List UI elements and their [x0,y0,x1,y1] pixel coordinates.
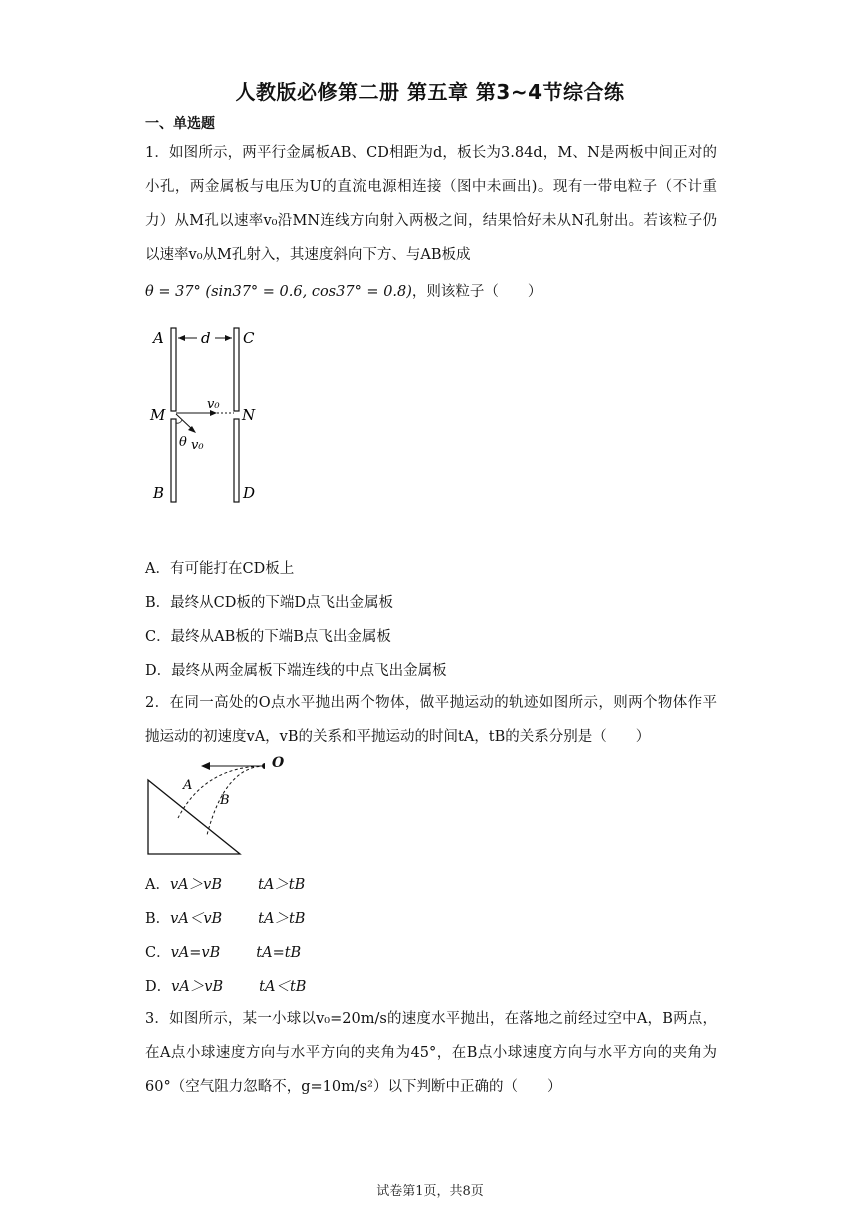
label-d-distance: d [201,329,211,347]
page-title: 人教版必修第二册 第五章 第3~4节综合练 [235,80,625,104]
plate-cd-top [234,328,239,411]
label-theta: θ [179,435,187,450]
label-a: A [153,329,164,347]
option-label: D． [145,979,172,995]
label-a: A [183,778,193,793]
velocity-arrow [201,762,265,770]
label-b: B [220,793,230,808]
question-1-option-c[interactable]: C．最终从AB板的下端B点飞出金属板 [145,629,391,645]
question-2-option-c[interactable] [145,941,301,962]
plate-ab-bottom [171,419,176,502]
question-1-formula-line [145,280,542,301]
question-2-text: 2．在同一高处的O点水平抛出两个物体，做平抛运动的轨迹如图所示，则两个物体作平抛运动的初速度vA，vB的关系和平抛运动的时间tA，tB的关系分别是（ ） [145,695,717,745]
option-label: A． [145,877,170,893]
page-footer: 试卷第1页，共8页 [376,1184,484,1199]
question-1-text: 1．如图所示，两平行金属板AB、CD相距为d，板长为3.84d，M、N是两板中间正对的小孔，两金属板与电压为U的直流电源相连接（图中未画出)。现有一带电粒子（不计重力）从M孔以速率v₀沿MN连线方向射入两极之间，结果恰好未从N孔射出。若该粒子仍以速率v₀从M孔射入，其速度斜向下方、与AB板成 [145,145,717,263]
mn-line [176,410,234,416]
question-1-formula-tail: ，则该粒子（ ） [411,284,543,300]
option-velocity: vA＞vB [171,979,224,995]
plate-ab-top [171,328,176,411]
option-velocity: vA＞vB [169,877,222,893]
question-3-text: 3．如图所示，某一小球以v₀=20m/s的速度水平抛出，在落地之前经过空中A，B两点，在A点小球速度方向与水平方向的夹角为45°，在B点小球速度方向与水平方向的夹角为60°（空气阻力忽略不，g=10m/s²）以下判断中正确的（ ） [145,1011,717,1095]
question-1-option-b[interactable]: B．最终从CD板的下端D点飞出金属板 [145,595,393,611]
plate-cd-bottom [234,419,239,502]
question-2-option-b[interactable] [145,907,305,928]
label-n: N [242,406,256,424]
label-o: O [272,755,285,771]
label-c: C [243,329,255,347]
option-label: C． [145,945,171,961]
label-v0-slanted: v₀ [191,438,204,453]
incline-triangle [148,780,240,854]
option-time: tA＞tB [258,911,306,927]
label-b: B [153,484,165,502]
option-time: tA=tB [256,945,302,961]
section-heading: 一、单选题 [145,116,215,132]
question-1-figure [145,322,275,512]
option-velocity: vA＜vB [170,911,223,927]
question-2-option-d[interactable] [145,975,306,996]
question-1-option-a[interactable]: A．有可能打在CD板上 [145,561,295,577]
option-label: B． [145,911,171,927]
label-d: D [243,484,256,502]
label-m: M [150,406,166,424]
question-2-figure [145,752,265,862]
question-2-option-a[interactable] [145,873,305,894]
option-time: tA＜tB [259,979,307,995]
option-time: tA＞tB [258,877,306,893]
slanted-velocity-arrow [176,414,196,433]
option-velocity: vA=vB [170,945,221,961]
question-1-option-d[interactable]: D．最终从两金属板下端连线的中点飞出金属板 [145,663,447,679]
label-v0-horizontal: v₀ [207,397,220,412]
question-1-formula: θ = 37° (sin37° = 0.6, cos37° = 0.8) [145,284,412,300]
trajectory-b [207,766,265,835]
